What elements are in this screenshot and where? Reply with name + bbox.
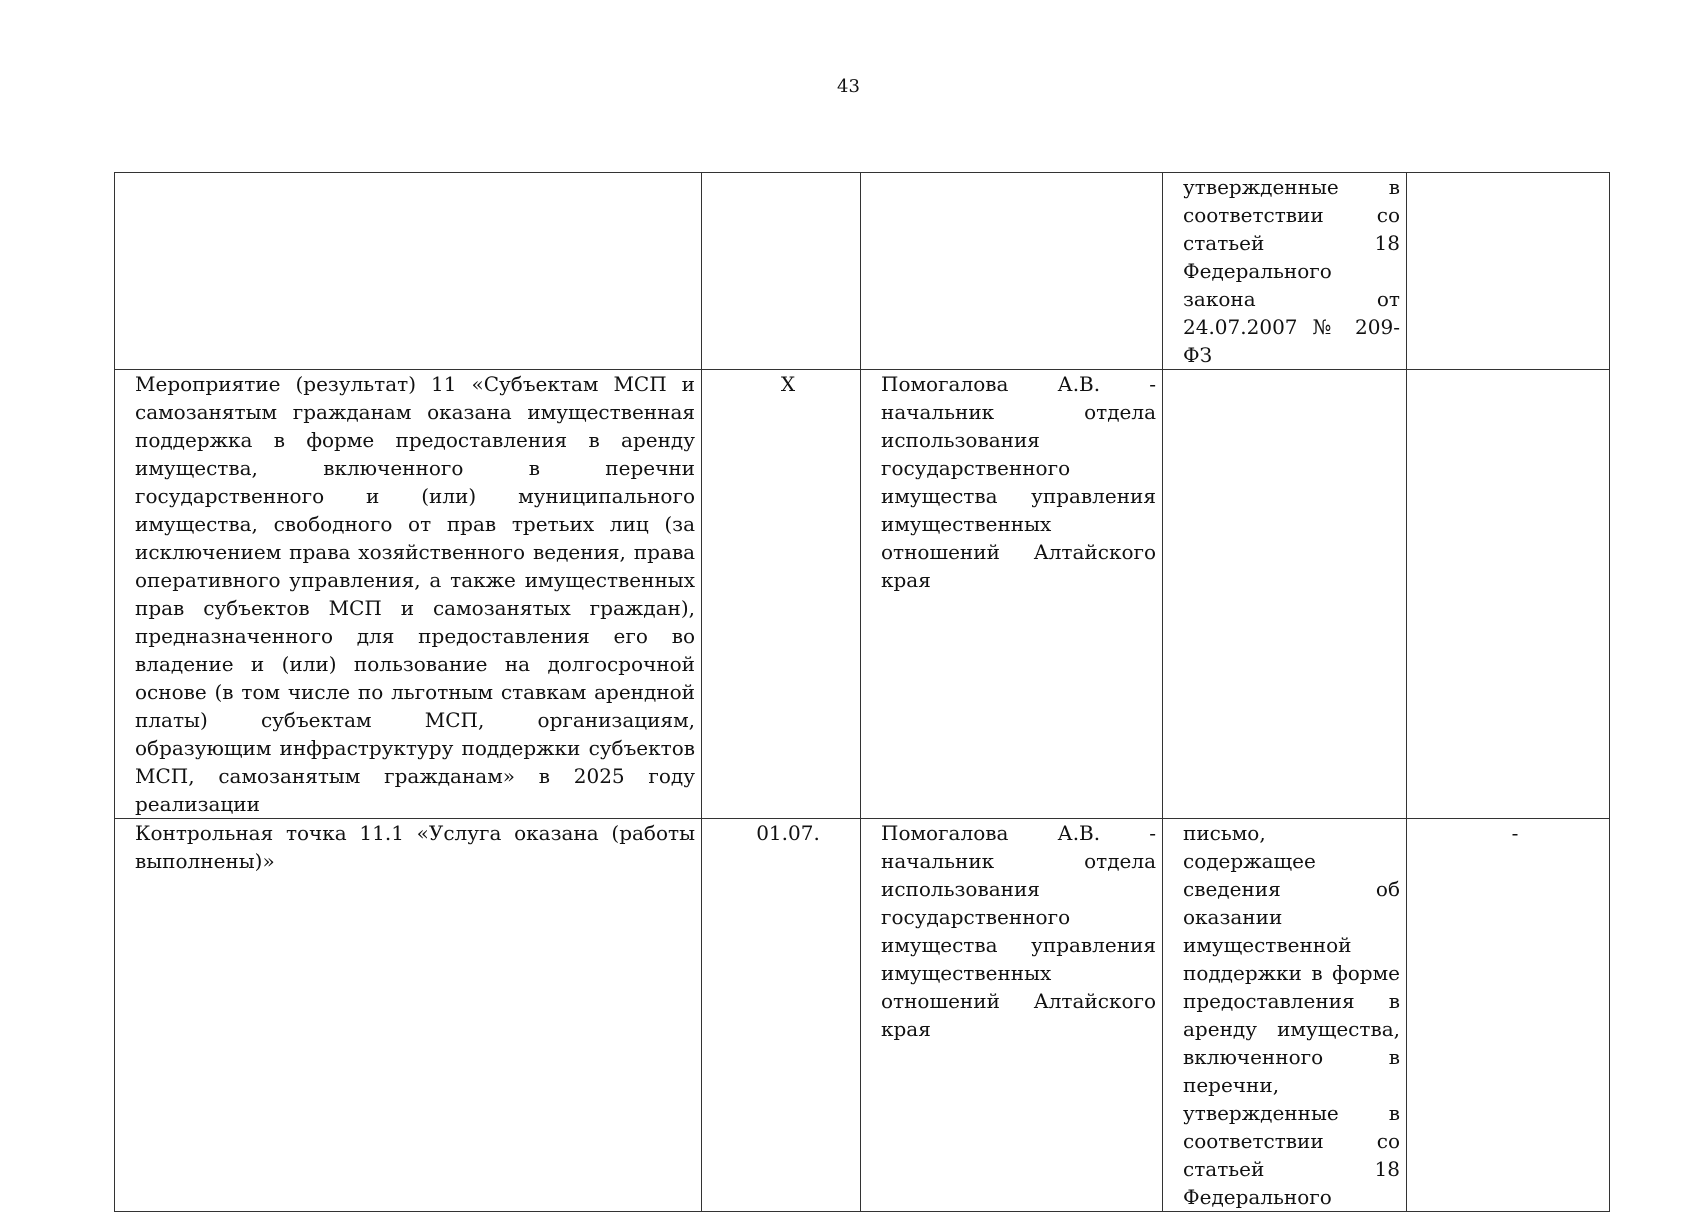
result-cell	[115, 173, 702, 370]
table-row	[115, 173, 1610, 370]
info-system-cell	[1407, 173, 1610, 370]
document-cell	[1163, 370, 1407, 819]
result-cell: Мероприятие (результат) 11 «Субъектам МСП и самозанятым гражданам оказана имущественная поддержка в форме предоставления в аренду имущества, включенного в перечни государственного и (или) муниципального имущества, свободного от прав третьих лиц (за исключением права хозяйственного ведения, права оперативного управления, а также имущественных прав субъектов МСП и самозанятых граждан), предназначенного для предоставления его во владение и (или) пользование на долгосрочной основе (в том числе по льготным ставкам арендной платы) субъектам МСП, организациям, образующим инфраструктуру поддержки субъектов МСП, самозанятым гражданам» в 2025 году реализации	[115, 370, 702, 819]
table-row	[115, 819, 1610, 1212]
responsible-cell: Помогалова А.В. - начальник отдела использования государственного имущества управления имущественных отношений Алтайского края	[861, 370, 1163, 819]
deadline-cell	[702, 173, 861, 370]
page-number: 43	[837, 76, 860, 97]
document-cell: письмо, содержащее сведения об оказании имущественной поддержки в форме предоставления в аренду имущества, включенного в перечни, утвержденные в соответствии со статьей 18 Федерального	[1163, 819, 1407, 1212]
deadline-cell: X	[702, 370, 861, 819]
result-cell: Контрольная точка 11.1 «Услуга оказана (работы выполнены)»	[115, 819, 702, 1212]
deadline-cell: 01.07.	[702, 819, 861, 1212]
table-row	[115, 370, 1610, 819]
responsible-cell	[861, 173, 1163, 370]
info-system-cell	[1407, 370, 1610, 819]
plan-table	[114, 172, 1610, 1212]
document-cell: утвержденные в соответствии со статьей 18 Федерального закона от 24.07.2007 № 209-ФЗ	[1163, 173, 1407, 370]
info-system-cell: -	[1407, 819, 1610, 1212]
responsible-cell: Помогалова А.В. - начальник отдела использования государственного имущества управления имущественных отношений Алтайского края	[861, 819, 1163, 1212]
